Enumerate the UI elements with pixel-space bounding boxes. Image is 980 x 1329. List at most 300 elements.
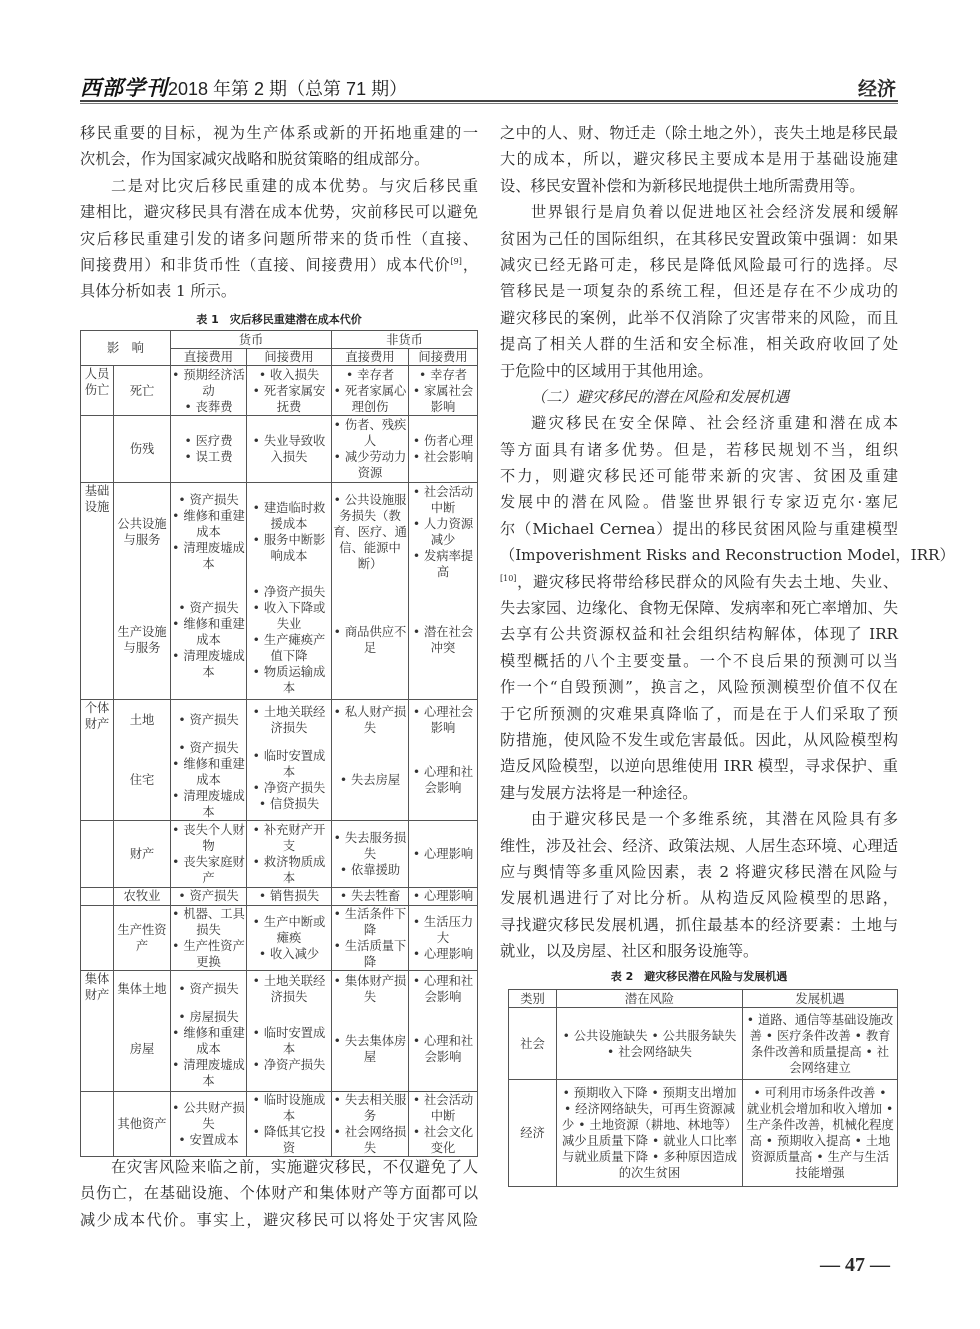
cost-cell: [409, 581, 478, 700]
bullet-text: 降低其它投资: [263, 1124, 326, 1155]
cost-cell: [332, 1008, 409, 1091]
bullet-item: [410, 624, 476, 656]
bullet-text: 预期支出增加: [662, 1086, 737, 1100]
right-column: [500, 120, 955, 965]
bullet-text: 补充财产开支: [263, 822, 326, 853]
bullet-item: [172, 433, 245, 449]
cost-cell: [409, 740, 478, 821]
bullet-icon: •: [333, 492, 345, 507]
bullet-item: [248, 500, 330, 532]
bullet-text: 预期收入下降: [573, 1086, 648, 1100]
bullet-icon: •: [850, 1134, 866, 1148]
bullet-icon: •: [412, 1092, 424, 1107]
bullet-icon: •: [339, 862, 351, 877]
bullet-item: [172, 740, 245, 756]
bullet-item: [172, 1057, 245, 1089]
table1-caption: 表 1 灾后移民重建潜在成本代价: [196, 313, 362, 326]
bullet-item: [172, 712, 245, 728]
row-item: 生产设施与服务: [114, 581, 171, 700]
bullet-item: [172, 822, 245, 854]
bullet-item: [172, 1009, 245, 1025]
cost-cell: [332, 740, 409, 821]
text-line: [80, 252, 478, 278]
bullet-text: 集体财产损失: [344, 974, 407, 1005]
bullet-icon: •: [333, 1092, 345, 1107]
row-category: [81, 416, 114, 483]
bullet-text: 资产损失: [189, 492, 239, 507]
text-line: 设、移民安置补偿和为新移民地提供土地所需费用等。: [500, 176, 865, 195]
row-item: 伤残: [114, 416, 171, 483]
bullet-icon: •: [172, 508, 184, 523]
bullet-text: 家属社会影响: [424, 383, 474, 414]
bullet-icon: •: [178, 1132, 190, 1147]
left-column-bottom: [80, 1154, 478, 1233]
bullet-text: 清理废墟成本: [183, 540, 245, 571]
text-line: 应与舆情等多重风险因素，表 2 将避灾移民潜在风险与: [500, 862, 898, 881]
cost-cell: [409, 366, 478, 416]
bullet-item: [172, 1132, 245, 1148]
cost-cell: [247, 1008, 332, 1091]
bullet-icon: •: [258, 796, 270, 811]
bullet-item: [333, 830, 407, 862]
bullet-icon: •: [333, 383, 345, 398]
bullet-item: [333, 449, 407, 481]
cost-cell: [171, 1091, 247, 1156]
bullet-text: 道路、通信等基础设施改善: [749, 1012, 894, 1043]
opportunity-cell: [743, 1008, 898, 1080]
journal-logo: 西部学刊: [80, 75, 168, 100]
cost-cell: [409, 416, 478, 483]
cost-cell: [409, 970, 478, 1008]
bullet-item: [410, 704, 476, 736]
bullet-text: 失去服务损失: [344, 830, 407, 861]
bullet-text: 心理和社会影响: [424, 1034, 474, 1065]
cost-cell: [409, 483, 478, 581]
bullet-item: [172, 616, 245, 648]
bullet-item: [410, 1092, 476, 1124]
bullet-text: 伤者、残疾人: [344, 418, 407, 448]
bullet-icon: •: [252, 632, 264, 647]
bullet-icon: •: [258, 367, 270, 382]
table-row: [509, 1008, 898, 1080]
bullet-text: 维修和重建成本: [183, 508, 245, 539]
bullet-text: 社会活动中断: [424, 484, 474, 515]
text-line: 避灾移民在安全保障、社会经济重建和潜在成本: [531, 414, 898, 433]
bullet-icon: •: [875, 1086, 887, 1100]
bullet-icon: •: [252, 974, 264, 989]
bullet-text: 机器、工具损失: [183, 906, 245, 937]
bullet-item: [172, 888, 245, 904]
cost-cell: [247, 887, 332, 905]
bullet-text: 发病率提高: [424, 548, 474, 579]
bullet-text: 潜在社会冲突: [424, 624, 474, 655]
bullet-icon: •: [252, 780, 264, 795]
bullet-text: 生活质量下降: [344, 938, 407, 969]
bullet-icon: •: [178, 982, 190, 997]
bullet-item: [172, 508, 245, 540]
bullet-icon: •: [172, 788, 184, 803]
bullet-text: 依靠援助: [351, 862, 401, 877]
row-item: 生产性资产: [114, 905, 171, 970]
bullet-text: 社会网络损失: [344, 1124, 407, 1155]
bullet-item: [248, 748, 330, 780]
table-header-row: [509, 990, 898, 1008]
row-category: 集体财产: [81, 970, 114, 1008]
bullet-icon: •: [333, 418, 345, 432]
bullet-icon: •: [172, 540, 184, 555]
bullet-icon: •: [412, 914, 424, 929]
bullet-text: 救济物质成本: [263, 854, 326, 885]
bullet-item: [248, 822, 330, 854]
text-line: 模型概括的八个主要变量。一个不良后果的预测可以当: [500, 651, 898, 670]
bullet-icon: •: [345, 367, 358, 382]
bullet-icon: •: [412, 889, 424, 903]
cost-cell: [247, 740, 332, 821]
bullet-icon: •: [339, 772, 351, 787]
bullet-text: 临时安置成本: [263, 1026, 326, 1057]
cost-cell: [171, 366, 247, 416]
bullet-item: [333, 973, 407, 1005]
bullet-icon: •: [172, 756, 184, 771]
bullet-item: [410, 973, 476, 1005]
bullet-text: 维修和重建成本: [183, 1026, 245, 1057]
bullet-item: [333, 888, 407, 904]
bullet-icon: •: [172, 822, 184, 837]
cost-cell: [409, 1008, 478, 1091]
cost-cell: [409, 887, 478, 905]
bullet-item: [410, 914, 476, 946]
bullet-text: 土地关联经济损失: [263, 974, 326, 1005]
text-line: [500, 569, 898, 595]
cost-cell: [247, 483, 332, 581]
bullet-icon: •: [412, 383, 424, 398]
bullet-item: [172, 540, 245, 572]
row-category: [81, 905, 114, 970]
bullet-icon: •: [412, 450, 424, 464]
row-category: 个体财产: [81, 700, 114, 740]
bullet-icon: •: [178, 1010, 190, 1025]
bullet-text: 信贷损失: [269, 796, 320, 811]
row-category: 经济: [509, 1080, 557, 1187]
text-line: 移民重要的目标，视为生产体系或新的开拓地重建的一: [80, 124, 478, 142]
bullet-text: 社会影响: [424, 450, 474, 464]
row-item: 集体土地: [114, 970, 171, 1008]
text-line: 员伤亡，在基础设施、个体财产和集体财产等方面都可以: [80, 1184, 478, 1203]
cost-cell: [332, 905, 409, 970]
bullet-item: [172, 788, 245, 820]
bullet-text: 预期收入提高: [776, 1134, 851, 1148]
bullet-icon: •: [252, 1058, 264, 1073]
bullet-item: [172, 1100, 245, 1132]
bullet-text: 心理影响: [424, 846, 474, 861]
bullet-item: [248, 664, 330, 696]
paragraph: [500, 410, 955, 806]
bullet-icon: •: [172, 648, 184, 663]
bullet-text: 就业机会增加和收入增加: [746, 1102, 883, 1116]
text-line: 之中的人、财、物迁走（除土地之外），丧失土地是移民最: [500, 124, 898, 142]
subheader-cell: 直接费用: [332, 349, 409, 366]
bullet-icon: •: [647, 1028, 663, 1043]
bullet-text: 心理和社会影响: [424, 974, 474, 1005]
bullet-text: 丧葬费: [195, 399, 233, 414]
bullet-item: [410, 383, 476, 415]
cost-cell: [332, 887, 409, 905]
subheader-cell: 间接费用: [247, 349, 332, 366]
bullet-item: [172, 854, 245, 886]
bullet-icon: •: [172, 1100, 184, 1115]
table-row: [81, 1008, 478, 1091]
bullet-icon: •: [252, 704, 264, 719]
bullet-text: 净资产损失: [263, 1058, 326, 1073]
bullet-text: 清理废墟成本: [183, 1058, 245, 1089]
bullet-item: [248, 704, 330, 736]
bullet-text: 生产瘫痪产值下降: [263, 632, 326, 663]
bullet-icon: •: [172, 938, 184, 953]
bullet-text: 生产性资产更换: [183, 938, 245, 969]
text-line: 减少成本代价。事实上，避灾移民可以将处于灾害风险: [80, 1210, 478, 1229]
bullet-text: 私人财产损失: [344, 704, 407, 735]
bullet-icon: •: [258, 889, 270, 903]
bullet-item: [410, 367, 476, 383]
text-line: （二）避灾移民的潜在风险和发展机遇: [531, 387, 790, 406]
bullet-text: 净资产损失: [263, 780, 326, 795]
text-line: 尔（Michael Cernea）提出的移民贫困风险与重建模型: [500, 519, 898, 538]
text-segment: ，: [461, 255, 479, 274]
text-line: 于危险中的区域用于其他用途。: [500, 361, 713, 380]
cost-cell: [247, 700, 332, 740]
bullet-icon: •: [648, 1134, 664, 1148]
row-category: 社会: [509, 1008, 557, 1080]
table-row: [509, 1080, 898, 1187]
bullet-item: [248, 1057, 330, 1073]
bullet-item: [333, 1092, 407, 1124]
bullet-item: [410, 1124, 476, 1156]
bullet-item: [248, 914, 330, 946]
bullet-text: 临时设施成本: [263, 1092, 326, 1123]
bullet-text: 收入减少: [269, 946, 320, 961]
bullet-icon: •: [563, 1102, 576, 1116]
bullet-item: [172, 367, 245, 399]
bullet-icon: •: [882, 1102, 894, 1116]
cost-cell: [332, 483, 409, 581]
bullet-text: 幸存者: [357, 367, 395, 382]
opportunity-cell: [743, 1080, 898, 1187]
left-column: [80, 120, 478, 305]
cost-cell: [171, 887, 247, 905]
text-line: 贫困为己任的国际组织，在其移民安置政策中强调：如果: [500, 229, 898, 248]
cost-cell: [247, 1091, 332, 1156]
bullet-icon: •: [861, 1044, 877, 1059]
row-category: [81, 1008, 114, 1091]
header-divider: [80, 100, 898, 104]
bullet-icon: •: [252, 383, 264, 398]
text-segment: 间接费用）和非货币性（直接、间接费用）成本代价: [80, 255, 451, 274]
text-line: 于它所预测的灾难果真降临了，而是在于人们采取了预: [500, 704, 898, 723]
bullet-text: 失去房屋: [351, 772, 401, 787]
table2-risk-table: [508, 989, 898, 1187]
bullet-icon: •: [412, 1124, 424, 1139]
cost-cell: [332, 416, 409, 483]
bullet-icon: •: [184, 450, 196, 464]
header-nonmonetary: 非货币: [332, 331, 478, 349]
bullet-icon: •: [333, 938, 345, 953]
text-line: 管移民是一项复杂的系统工程，但还是存在不少成功的: [500, 282, 898, 301]
bullet-item: [333, 417, 407, 449]
bullet-text: 资产损失: [189, 712, 239, 727]
cost-cell: [171, 820, 247, 887]
bullet-text: 心理影响: [424, 946, 474, 961]
table-row: [81, 416, 478, 483]
bullet-item: [410, 433, 476, 449]
table-row: [81, 1091, 478, 1156]
text-segment: ，避灾移民将带给移民群众的风险有失去土地、失业、: [516, 572, 898, 591]
bullet-icon: •: [252, 434, 264, 448]
bullet-text: 公共服务缺失: [662, 1028, 737, 1043]
bullet-icon: •: [172, 616, 184, 631]
bullet-item: [333, 1124, 407, 1156]
bullet-icon: •: [333, 704, 345, 719]
row-category: [81, 820, 114, 887]
bullet-text: 服务中断影响成本: [263, 532, 326, 563]
bullet-item: [248, 367, 330, 383]
bullet-text: 维修和重建成本: [183, 756, 245, 787]
bullet-item: [410, 1033, 476, 1065]
text-line: 建相比，避灾移民具有潜在成本优势，灾前移民可以避免: [80, 203, 478, 222]
bullet-item: [333, 772, 407, 788]
bullet-icon: •: [184, 434, 196, 448]
table-row: [81, 820, 478, 887]
bullet-text: 房屋损失: [189, 1010, 239, 1025]
bullet-text: 生活条件下降: [344, 906, 407, 937]
bullet-text: 商品供应不足: [344, 624, 407, 655]
row-category: [81, 887, 114, 905]
bullet-text: 清理废墟成本: [183, 788, 245, 819]
cost-cell: [171, 416, 247, 483]
table-row: [81, 970, 478, 1008]
subheader-cell: 直接费用: [171, 349, 247, 366]
bullet-text: 安置成本: [189, 1132, 239, 1147]
bullet-item: [333, 367, 407, 383]
bullet-text: 人力资源减少: [424, 516, 474, 547]
paragraph: [80, 173, 478, 305]
text-line: 避灾移民的案例，此举不仅消除了灾害带来的风险，而且: [500, 308, 898, 327]
bullet-icon: •: [412, 974, 424, 989]
bullet-icon: •: [412, 624, 424, 639]
bullet-item: [172, 981, 245, 997]
text-line: 具体分析如表 1 所示。: [80, 282, 237, 301]
bullet-text: 死者家属安抚费: [263, 383, 326, 414]
text-line: 发展中的潜在风险。借鉴世界银行专家迈克尔·塞尼: [500, 493, 898, 512]
cost-cell: [332, 970, 409, 1008]
bullet-item: [410, 764, 476, 796]
bullet-icon: •: [252, 1124, 264, 1139]
bullet-item: [410, 484, 476, 516]
bullet-item: [410, 516, 476, 548]
text-line: 就业，以及房屋、社区和服务设施等。: [500, 942, 759, 961]
text-line: 提高了相关人群的生活和安全标准，相关政府收回了处: [500, 335, 898, 354]
text-line: 作一个“自毁预测”，换言之，风险预测模型价值不仅在: [500, 678, 898, 697]
bullet-icon: •: [252, 500, 264, 515]
paragraph: [500, 120, 898, 199]
bullet-icon: •: [252, 584, 264, 599]
citation-ref: [9]: [450, 256, 462, 266]
bullet-item: [172, 492, 245, 508]
bullet-text: 公共设施服务损失（教育、医疗、通信、能源中断）: [333, 492, 407, 571]
bullet-item: [172, 906, 245, 938]
bullet-item: [333, 938, 407, 970]
cost-cell: [247, 416, 332, 483]
bullet-item: [410, 888, 476, 904]
table1-cost-table: [80, 330, 478, 1157]
cost-cell: [409, 700, 478, 740]
bullet-text: 误工费: [195, 450, 233, 464]
bullet-item: [248, 383, 330, 415]
cost-cell: [171, 700, 247, 740]
bullet-icon: •: [812, 1150, 828, 1164]
cost-cell: [247, 820, 332, 887]
row-item: 死亡: [114, 366, 171, 416]
bullet-text: 生产条件改善，机械化程度高: [746, 1118, 894, 1148]
bullet-item: [248, 973, 330, 1005]
section-heading: [500, 384, 898, 410]
bullet-item: [333, 624, 407, 656]
bullet-item: [172, 756, 245, 788]
bullet-item: [248, 796, 330, 812]
bullet-icon: •: [178, 492, 190, 507]
bullet-icon: •: [252, 748, 264, 763]
bullet-icon: •: [412, 516, 424, 531]
bullet-icon: •: [172, 906, 184, 921]
cost-cell: [247, 970, 332, 1008]
bullet-item: [248, 854, 330, 886]
cost-cell: [332, 820, 409, 887]
bullet-icon: •: [172, 1058, 184, 1073]
text-line: 寻找避灾移民发展机遇，抓住最基本的经济要素：土地与: [500, 915, 898, 934]
bullet-item: [248, 1025, 330, 1057]
header-cell: 发展机遇: [743, 990, 898, 1008]
bullet-item: [333, 383, 407, 415]
bullet-icon: •: [412, 434, 424, 448]
bullet-icon: •: [178, 740, 190, 755]
bullet-icon: •: [562, 1028, 574, 1043]
bullet-text: 社会文化变化: [424, 1124, 474, 1155]
cost-cell: [332, 700, 409, 740]
bullet-icon: •: [252, 1092, 264, 1107]
bullet-item: [410, 449, 476, 465]
bullet-text: 生产与生活技能增强: [795, 1150, 890, 1180]
cost-cell: [247, 581, 332, 700]
bullet-text: 土地资源质量高: [750, 1134, 891, 1164]
bullet-item: [410, 846, 476, 862]
cost-cell: [171, 740, 247, 821]
bullet-text: 幸存者: [430, 367, 468, 382]
bullet-text: 社会网络缺失: [618, 1044, 692, 1059]
bullet-text: 公共设施缺失: [573, 1028, 648, 1043]
bullet-item: [172, 648, 245, 680]
text-line: 不力，则避灾移民还可能带来新的灾害、贫困及重建: [500, 467, 898, 486]
cost-cell: [171, 581, 247, 700]
bullet-text: 资产损失: [189, 982, 239, 997]
risk-cell: [557, 1080, 743, 1187]
bullet-item: [172, 938, 245, 970]
paragraph: [80, 1154, 478, 1233]
bullet-text: 土地资源（耕地、林地等）减少且质量下降: [562, 1118, 737, 1148]
section-name: 经济: [857, 78, 896, 100]
bullet-item: [172, 600, 245, 616]
bullet-item: [248, 1124, 330, 1156]
table-header-row: [81, 331, 478, 349]
bullet-text: 丧失家庭财产: [183, 854, 245, 885]
